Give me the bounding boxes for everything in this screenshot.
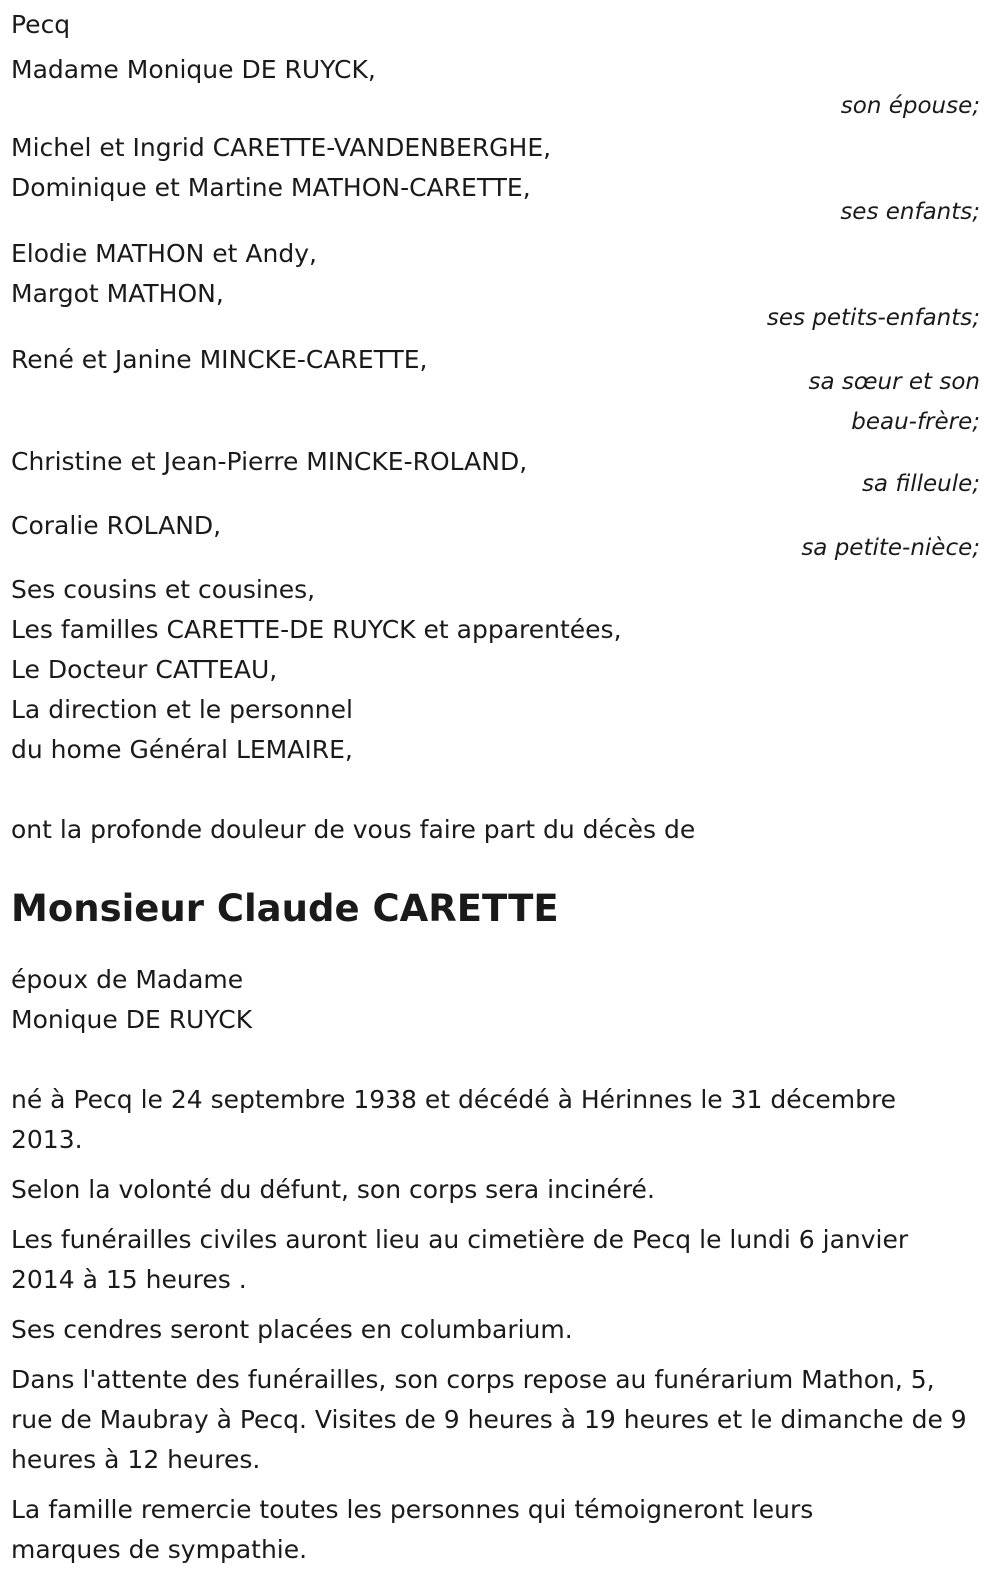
family-member-line: Margot MATHON, bbox=[11, 279, 224, 308]
other-mourners bbox=[11, 570, 980, 770]
family-group-grandniece bbox=[11, 506, 980, 568]
spouse-line: Monique DE RUYCK bbox=[11, 1005, 253, 1034]
mourner-line: La direction et le personnel bbox=[11, 695, 353, 724]
family-group-grandchildren bbox=[11, 234, 980, 338]
family-member-line: Coralie ROLAND, bbox=[11, 511, 222, 540]
location-heading: Pecq bbox=[11, 10, 71, 39]
family-group-goddaughter bbox=[11, 442, 980, 504]
cremation-paragraph: Selon la volonté du défunt, son corps sera incinéré. bbox=[11, 1175, 655, 1204]
relationship-label: sa filleule; bbox=[861, 471, 980, 497]
mourner-line: Ses cousins et cousines, bbox=[11, 575, 316, 604]
mourner-line: du home Général LEMAIRE, bbox=[11, 735, 353, 764]
thanks-paragraph: La famille remercie toutes les personnes qui témoigneront leurs marques de sympathie. bbox=[11, 1495, 814, 1564]
relationship-label: sa sœur et son bbox=[808, 369, 980, 395]
visitation-paragraph: Dans l'attente des funérailles, son corps repose au funérarium Mathon, 5, rue de Maubray à Pecq. Visites de 9 heures à 19 heures et le dimanche de 9 heures à 12 heures. bbox=[11, 1365, 967, 1474]
announcement-text: ont la profonde douleur de vous faire part du décès de bbox=[11, 815, 696, 844]
mourner-line: Les familles CARETTE-DE RUYCK et apparentées, bbox=[11, 615, 622, 644]
family-member-line: René et Janine MINCKE-CARETTE, bbox=[11, 345, 428, 374]
deceased-name: Monsieur Claude CARETTE bbox=[11, 887, 559, 930]
family-member-line: Dominique et Martine MATHON-CARETTE, bbox=[11, 173, 531, 202]
family-member-line: Madame Monique DE RUYCK, bbox=[11, 55, 376, 84]
mourner-line: Le Docteur CATTEAU, bbox=[11, 655, 278, 684]
relationship-label: ses enfants; bbox=[840, 199, 980, 225]
ashes-paragraph: Ses cendres seront placées en columbarium. bbox=[11, 1315, 573, 1344]
family-member-line: Elodie MATHON et Andy, bbox=[11, 239, 317, 268]
family-group-children bbox=[11, 128, 980, 232]
family-group-sibling bbox=[11, 340, 980, 442]
relationship-label: ses petits-enfants; bbox=[766, 305, 980, 331]
birth-death-paragraph: né à Pecq le 24 septembre 1938 et décédé à Hérinnes le 31 décembre 2013. bbox=[11, 1085, 897, 1154]
spouse-line: époux de Madame bbox=[11, 965, 244, 994]
relationship-label: son épouse; bbox=[840, 93, 980, 119]
family-member-line: Michel et Ingrid CARETTE-VANDENBERGHE, bbox=[11, 133, 552, 162]
relationship-label: sa petite-nièce; bbox=[801, 535, 980, 561]
relationship-label: beau-frère; bbox=[851, 409, 980, 435]
family-group-spouse bbox=[11, 50, 980, 126]
family-member-line: Christine et Jean-Pierre MINCKE-ROLAND, bbox=[11, 447, 528, 476]
funeral-paragraph: Les funérailles civiles auront lieu au cimetière de Pecq le lundi 6 janvier 2014 à 15 heures . bbox=[11, 1225, 909, 1294]
